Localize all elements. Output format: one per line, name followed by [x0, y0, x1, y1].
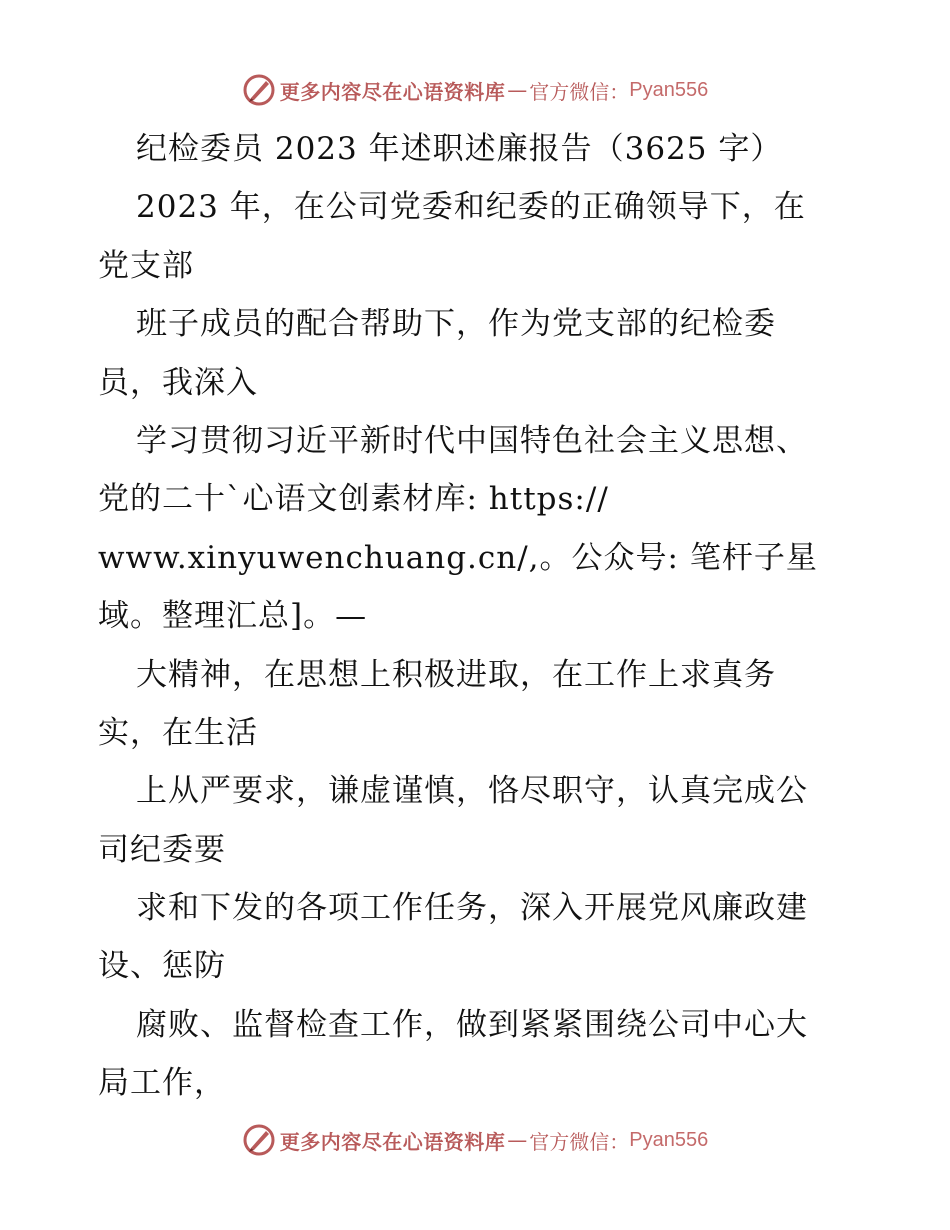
document-body — [98, 120, 868, 1113]
text-line: 司纪委要 — [98, 831, 226, 868]
text-line: 实，在生活 — [98, 714, 258, 751]
text-line: 腐败、监督检查工作，做到紧紧围绕公司中心大 — [136, 1006, 808, 1043]
text-line: 大精神，在思想上积极进取，在工作上求真务 — [136, 656, 776, 693]
banner-separator: — — [507, 78, 528, 102]
text-line: 党支部 — [98, 247, 194, 284]
text-line: 党的二十`心语文创素材库: https:// — [98, 481, 609, 518]
text-line: 2023 年，在公司党委和纪委的正确领导下，在 — [136, 189, 806, 226]
document-title: 纪检委员 2023 年述职述廉报告（3625 字） — [136, 131, 783, 167]
text-line: 上从严要求，谦虚谨慎，恪尽职守，认真完成公 — [136, 773, 808, 810]
footer-banner — [0, 1120, 950, 1160]
banner-wechat-id: Pyan556 — [629, 1128, 709, 1151]
pen-logo-icon — [242, 1123, 276, 1157]
banner-wechat-label: 官方微信： — [529, 79, 630, 104]
text-line: 学习贯彻习近平新时代中国特色社会主义思想、 — [136, 422, 808, 459]
text-line: 班子成员的配合帮助下，作为党支部的纪检委 — [136, 306, 776, 343]
text-line: 设、惩防 — [98, 948, 226, 985]
text-line: 求和下发的各项工作任务，深入开展党风廉政建 — [136, 890, 808, 927]
text-line: www.xinyuwenchuang.cn/,。公众号: 笔杆子星 — [98, 539, 818, 576]
banner-text: 更多内容尽在心语资料库 — [279, 79, 506, 104]
text-line: 员，我深入 — [98, 364, 258, 401]
banner-separator: — — [507, 1128, 528, 1152]
text-line: 局工作， — [98, 1065, 226, 1102]
header-banner — [0, 70, 950, 110]
pen-logo-icon — [242, 73, 276, 107]
text-line: 域。整理汇总]。— — [98, 598, 368, 635]
banner-wechat-id: Pyan556 — [629, 78, 709, 101]
banner-wechat-label: 官方微信： — [529, 1129, 630, 1154]
banner-text: 更多内容尽在心语资料库 — [279, 1129, 506, 1154]
